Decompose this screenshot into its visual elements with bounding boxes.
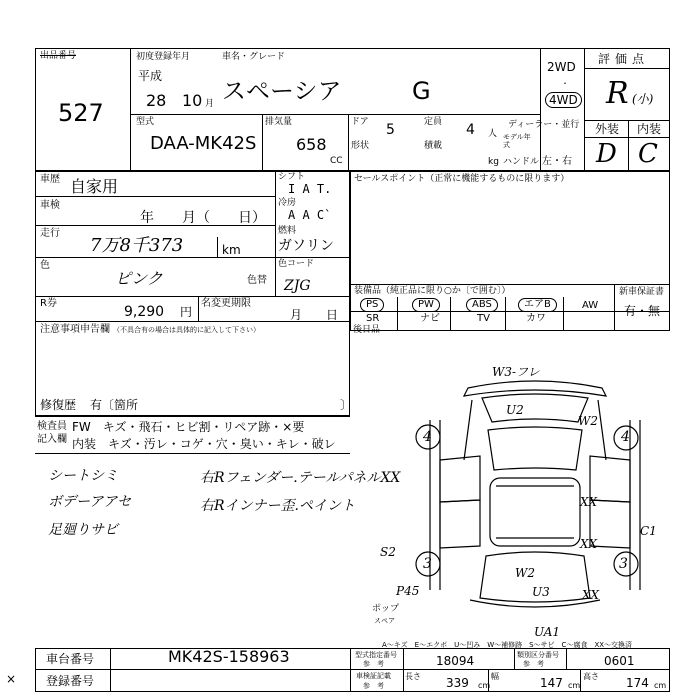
mileage-unit: km: [222, 243, 241, 257]
inspector-label-1: 検査員: [37, 421, 67, 432]
divider: [584, 68, 670, 69]
divider: [275, 171, 276, 296]
lot-label: 出品番号: [40, 51, 77, 61]
category-sub: 参 考: [523, 660, 544, 668]
name-change-value: 月 日: [290, 308, 339, 322]
recycle-unit: 円: [180, 305, 193, 319]
mark-front-right-fender: W2: [578, 414, 598, 428]
divider: [488, 669, 489, 692]
category-label: 類別区分番号: [517, 651, 559, 659]
equip-navi: ナビ: [420, 313, 440, 324]
category-number: 0601: [604, 654, 635, 668]
mark-tire-fr: 4: [621, 429, 630, 445]
length-value: 339: [446, 676, 469, 690]
sales-point-label: セールスポイント（正常に機能するものに限ります）: [354, 174, 570, 184]
displacement: 658: [296, 135, 327, 154]
mark-hood: U2: [506, 403, 524, 417]
divider: [35, 296, 350, 297]
divider: [566, 648, 567, 669]
divider: [130, 48, 131, 171]
divider: [397, 297, 398, 331]
rating-score-note: (小): [632, 92, 654, 106]
first-reg-label: 初度登録年月: [136, 52, 191, 62]
length-unit: cm: [478, 681, 491, 690]
warranty-label: 新車保証書: [619, 287, 665, 297]
equip-leather: カワ: [526, 313, 546, 324]
equip-sr: SR: [366, 313, 380, 324]
reg-month-unit: 月: [205, 99, 215, 109]
divider: [514, 648, 515, 669]
divider: [198, 296, 199, 321]
spare-label: ポップ: [372, 604, 400, 614]
model-designation-sub: 参 考: [363, 660, 384, 668]
length-label: 長さ: [405, 672, 421, 681]
divider: [350, 284, 670, 285]
divider: [35, 321, 350, 322]
model-designation-label: 型式指定番号: [355, 651, 397, 659]
recycle-value: 9,290: [124, 304, 165, 320]
model-label: 型式: [136, 117, 155, 127]
handle-label: ハンドル: [503, 157, 540, 167]
mark-tire-fl: 4: [423, 429, 432, 445]
displacement-label: 排気量: [265, 117, 293, 127]
divider: [35, 416, 350, 417]
divider: [580, 669, 581, 692]
exterior-grade: D: [596, 139, 617, 169]
divider: [450, 297, 451, 331]
name-change-label: 名変更期限: [201, 298, 251, 309]
divider: [35, 669, 350, 670]
mark-front-glass: W3-フレ: [492, 365, 540, 379]
repair-close: 〕: [340, 398, 353, 412]
shift-value: I A T.: [288, 182, 332, 196]
divider: [35, 257, 350, 258]
spare-sub: スペア: [374, 617, 395, 625]
equipment-label: 装備品（純正品に限り○か〔で囲む〕）: [354, 286, 511, 296]
inspector-note-right-1: 右Rフェンダー.テールパネルXX: [200, 470, 401, 486]
mileage-label: 走行: [40, 228, 60, 239]
margin-mark: ×: [6, 672, 17, 686]
notes-sub: （不具合有の場合は具体的に記入して下さい）: [113, 326, 260, 334]
divider: [584, 137, 670, 138]
mark-right-door-front: XX: [580, 495, 598, 509]
reg-month: 10: [182, 91, 203, 110]
divider: [35, 453, 350, 454]
height-value: 174: [626, 676, 649, 690]
inspector-line-2: 内装 キズ・汚レ・コゲ・穴・臭い・キレ・破レ: [72, 437, 336, 451]
inspector-line-1: FW キズ・飛石・ヒビ割・リペア跡・×要: [72, 420, 305, 434]
mark-rear-right: XX: [582, 588, 600, 602]
displacement-unit: CC: [330, 156, 343, 166]
dot: ・: [561, 79, 569, 88]
height-unit: cm: [654, 681, 667, 690]
divider: [563, 297, 564, 331]
mark-s2: S2: [380, 545, 396, 559]
dims-label: 車検証記載: [356, 672, 391, 680]
divider: [348, 114, 349, 171]
notes-label: 注意事項申告欄: [40, 324, 110, 335]
divider: [403, 648, 404, 692]
equip-pw: PW: [412, 298, 440, 312]
damage-legend: A～キズ E～エクボ U～凹み W～補修跡 S～サビ C～腐食 XX～交換済: [382, 641, 633, 649]
handle-value: 左・右: [542, 156, 572, 167]
car-grade: G: [412, 77, 431, 105]
mark-roof-rear: W2: [515, 566, 535, 580]
equip-aw: AW: [582, 300, 599, 311]
inspector-note-3: 足廻りサビ: [48, 522, 118, 538]
drive-4wd: 4WD: [545, 92, 582, 108]
width-label: 幅: [491, 672, 499, 681]
mark-right-rear-fender: C1: [640, 524, 657, 538]
chassis-number: MK42S-158963: [168, 647, 290, 666]
model-designation: 18094: [436, 654, 475, 668]
rating-score: R: [606, 76, 629, 111]
inspector-label-2: 記入欄: [37, 434, 67, 445]
capacity-unit: 人: [488, 129, 498, 139]
color-code: ZJG: [284, 278, 311, 294]
inspector-note-2: ボデーアアセ: [48, 494, 132, 510]
car-name-label: 車名・グレード: [222, 52, 286, 62]
divider: [35, 225, 275, 226]
width-value: 147: [540, 676, 563, 690]
divider: [35, 196, 275, 197]
door-count: 5: [386, 122, 395, 138]
capacity: 4: [466, 122, 475, 138]
divider: [350, 669, 670, 670]
width-unit: cm: [568, 681, 581, 690]
divider: [628, 120, 629, 171]
mark-right-door-rear: XX: [580, 537, 598, 551]
interior-grade: C: [638, 139, 658, 169]
height-label: 高さ: [583, 672, 599, 681]
interior-label: 内装: [637, 122, 662, 136]
aftermarket-label: 後日品: [353, 325, 381, 335]
shift-label: シフト: [278, 172, 306, 182]
inspector-note-right-2: 右Rインナー歪.ペイント: [200, 498, 355, 514]
capacity-label: 定員: [424, 117, 443, 127]
mark-rear-bumper: UA1: [534, 625, 561, 639]
model-year-label: モデル年式: [503, 133, 531, 149]
divider: [584, 120, 670, 121]
rating-label: 評価点: [598, 52, 650, 66]
load-unit: kg: [488, 157, 499, 167]
divider: [217, 237, 218, 257]
divider: [110, 648, 111, 692]
shaken-value: 年 月（ 日）: [140, 210, 266, 226]
divider: [350, 648, 351, 692]
repair-label: 修復歴: [40, 398, 77, 412]
divider: [540, 48, 541, 171]
warranty-value: 有・無: [624, 304, 661, 318]
divider: [130, 114, 540, 115]
lot-number: 527: [58, 99, 104, 127]
equip-tv: TV: [477, 313, 490, 324]
repair-value: 有〔箇所: [90, 398, 139, 412]
color-label: 色: [40, 260, 50, 271]
ac-value: A A C`: [288, 208, 332, 222]
history-label: 車歴: [40, 174, 60, 185]
color-code-label: 色コード: [278, 259, 315, 269]
dims-sub: 参 考: [363, 682, 384, 690]
reg-year: 28: [146, 91, 167, 110]
shaken-label: 車検: [40, 200, 60, 211]
recycle-label: R券: [40, 298, 57, 309]
dealer-label: ディーラー・並行: [508, 120, 580, 130]
chassis-label: 車台番号: [46, 652, 95, 666]
color-value: ピンク: [115, 269, 163, 288]
divider: [584, 48, 585, 171]
mark-tire-rr: 3: [619, 556, 628, 572]
equip-abs: ABS: [466, 298, 498, 312]
color-change-label: 色替: [247, 275, 267, 286]
model-code: DAA-MK42S: [150, 133, 257, 154]
divider: [505, 297, 506, 331]
registration-label: 登録番号: [46, 674, 95, 688]
divider: [350, 311, 670, 312]
mileage-value: 7万8千373: [90, 235, 184, 256]
right-frame: [350, 171, 670, 331]
mark-p45: P45: [396, 584, 420, 598]
divider: [262, 114, 263, 171]
equip-airbag: エアB: [518, 298, 557, 312]
exterior-label: 外装: [595, 122, 620, 136]
load-label: 積載: [424, 141, 443, 151]
era: 平成: [138, 69, 163, 83]
inspector-note-1: シートシミ: [48, 468, 118, 484]
shape-label: 形状: [351, 141, 370, 151]
mark-tailgate: U3: [532, 585, 550, 599]
divider: [614, 284, 615, 331]
fuel-value: ガソリン: [278, 238, 334, 254]
drive-2wd: 2WD: [547, 60, 576, 74]
mark-tire-rl: 3: [423, 556, 432, 572]
ac-label: 冷房: [278, 198, 297, 208]
door-label: ドア: [351, 117, 369, 127]
fuel-label: 燃料: [278, 226, 297, 236]
history-value: 自家用: [70, 177, 119, 196]
car-name: スペーシア: [222, 77, 342, 105]
equip-ps: PS: [360, 298, 384, 312]
